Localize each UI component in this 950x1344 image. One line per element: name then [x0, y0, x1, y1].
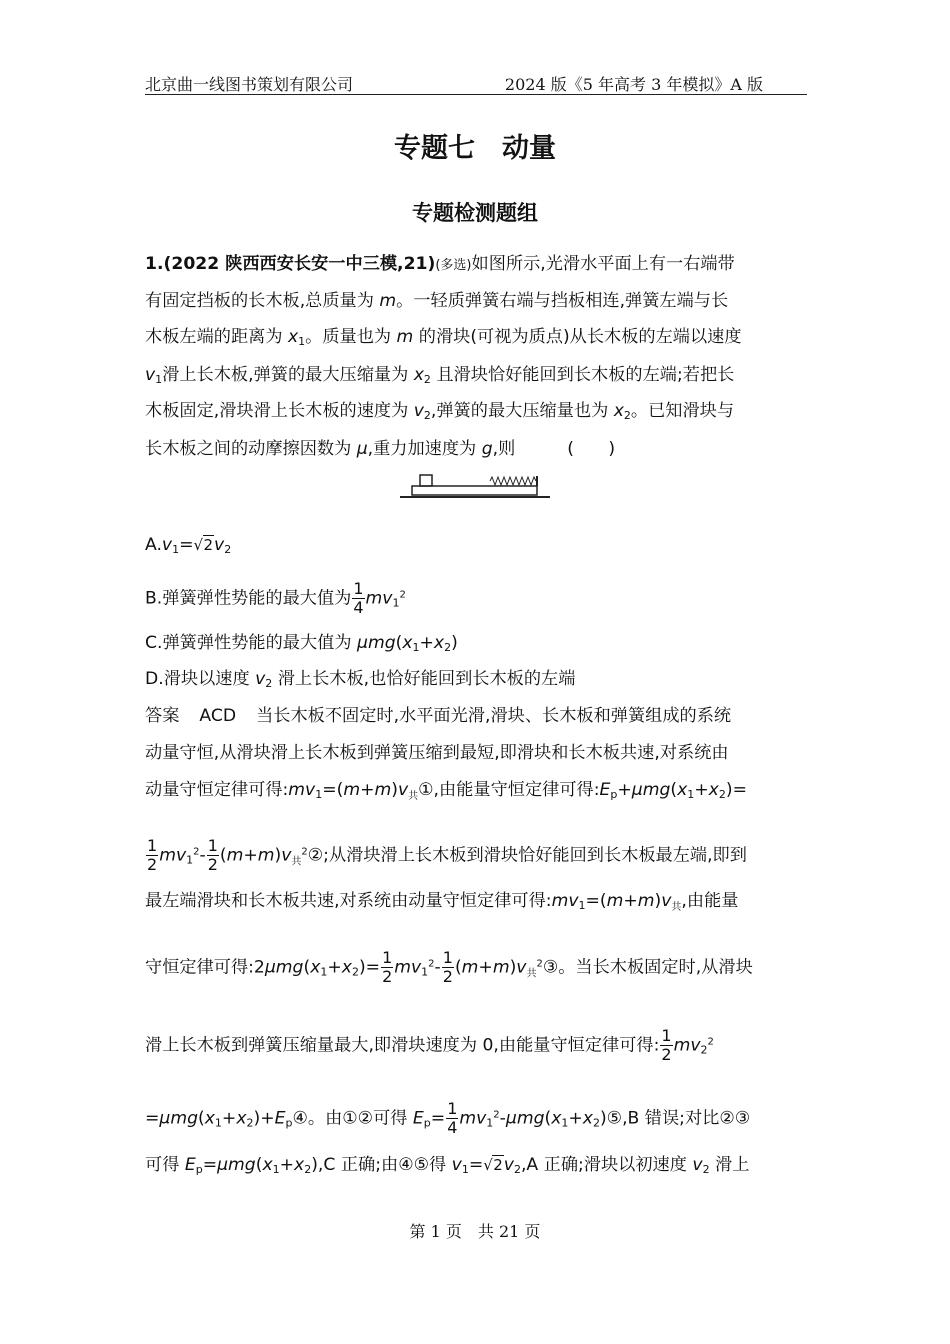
answer-value: ACD: [199, 706, 237, 726]
answer-line-2: 动量守恒,从滑块滑上长木板到弹簧压缩到最短,即滑块和长木板共速,对系统由: [145, 743, 729, 763]
option-a: $A.v_1=√$ $2v_2$: [145, 533, 231, 557]
question-line-4: $v_1$滑上长木板,弹簧的最大压缩量为 $x_2$ 且滑块恰好能回到长木板的左端;若把长: [145, 365, 735, 386]
board-spring-figure: [400, 470, 550, 502]
option-b: B.弹簧弹性势能的最大值为 $\frac{1}{4}$ $mv_1^2$: [145, 579, 406, 617]
question-number: 1.: [145, 254, 164, 274]
page-footer: 第 1 页 共 21 页: [409, 1222, 541, 1241]
question-line-5: 木板固定,滑块滑上长木板的速度为 $v_2$,弹簧的最大压缩量也为 $x_2$。已知滑块与: [145, 401, 735, 422]
answer-line-9: 可得 $E_p=\mu mg(x_1+x_2),C$ 正确;由④⑤得 $v_1=√$ $2v_2,A$ 正确;滑块以初速度 $v_2$ 滑上: [145, 1153, 749, 1177]
header: [145, 70, 807, 94]
answer-line-7: 滑上长木板到弹簧压缩量最大,即滑块速度为 0,由能量守恒定律可得: $\frac{1}{2}$ $mv_2^2$: [145, 1026, 714, 1064]
answer-line-6: 守恒定律可得$:2\mu mg(x_1+x_2)=$ $\frac{1}{2}$ $mv_1^2-$ $\frac{1}{2}$ $(m+m)v_共^2③$。当长木板固定时,从滑块: [145, 948, 753, 986]
option-d: D.滑块以速度 $v_2$ 滑上长木板,也恰好能回到长木板的左端: [145, 669, 576, 690]
section-subtitle: 专题检测题组: [412, 201, 538, 225]
answer-line-4: $\frac{1}{2}$ $mv_1^2-$ $\frac{1}{2}$ $(m+m)v_共^2②$;从滑块滑上长木板到滑块恰好能回到长木板最左端,即到: [147, 836, 747, 874]
question-line-3: 木板左端的距离为 $x_1$。质量也为 m 的滑块(可视为质点)从长木板的左端以速度: [145, 327, 742, 348]
question-source: (2022 陕西西安长安一中三模,21): [163, 254, 436, 274]
header-left: 北京曲一线图书策划有限公司: [145, 75, 354, 94]
question-tag: (多选): [435, 258, 472, 273]
answer-line-3: 动量守恒定律可得$:mv_1=(m+m)v_共①$,由能量守恒定律可得$:E_p+\mu mg(x_1+x_2)=$: [145, 780, 747, 802]
answer-label: 答案: [145, 706, 180, 726]
answer-bracket: ( ): [567, 439, 616, 459]
header-right: 2024 版《5 年高考 3 年模拟》A 版: [504, 75, 763, 94]
question-line-2: 有固定挡板的长木板,总质量为 m。一轻质弹簧右端与挡板相连,弹簧左端与长: [145, 291, 729, 311]
question-line-6: 长木板之间的动摩擦因数为 μ,重力加速度为 g,则 ( ): [145, 439, 616, 459]
header-divider: [145, 94, 807, 95]
option-c: C.弹簧弹性势能的最大值为 $\mu mg(x_1+x_2)$: [145, 633, 458, 654]
answer-line-8: $=\mu mg(x_1+x_2)+E_p④$。由①②可得 $E_p=$ $\frac{1}{4}$ $mv_1^2-\mu mg(x_1+x_2)⑤,B$ 错误;对比②③: [145, 1099, 751, 1137]
question-line-1: 1.(2022 陕西西安长安一中三模,21)(多选)如图所示,光滑水平面上有一右端带: [145, 254, 735, 274]
answer-line-5: 最左端滑块和长木板共速,对系统由动量守恒定律可得$:mv_1=(m+m)v_共$,由能量: [145, 891, 739, 913]
answer-line-1: 答案 ACD 当长木板不固定时,水平面光滑,滑块、长木板和弹簧组成的系统: [145, 706, 732, 726]
page-title: 专题七 动量: [394, 133, 556, 164]
